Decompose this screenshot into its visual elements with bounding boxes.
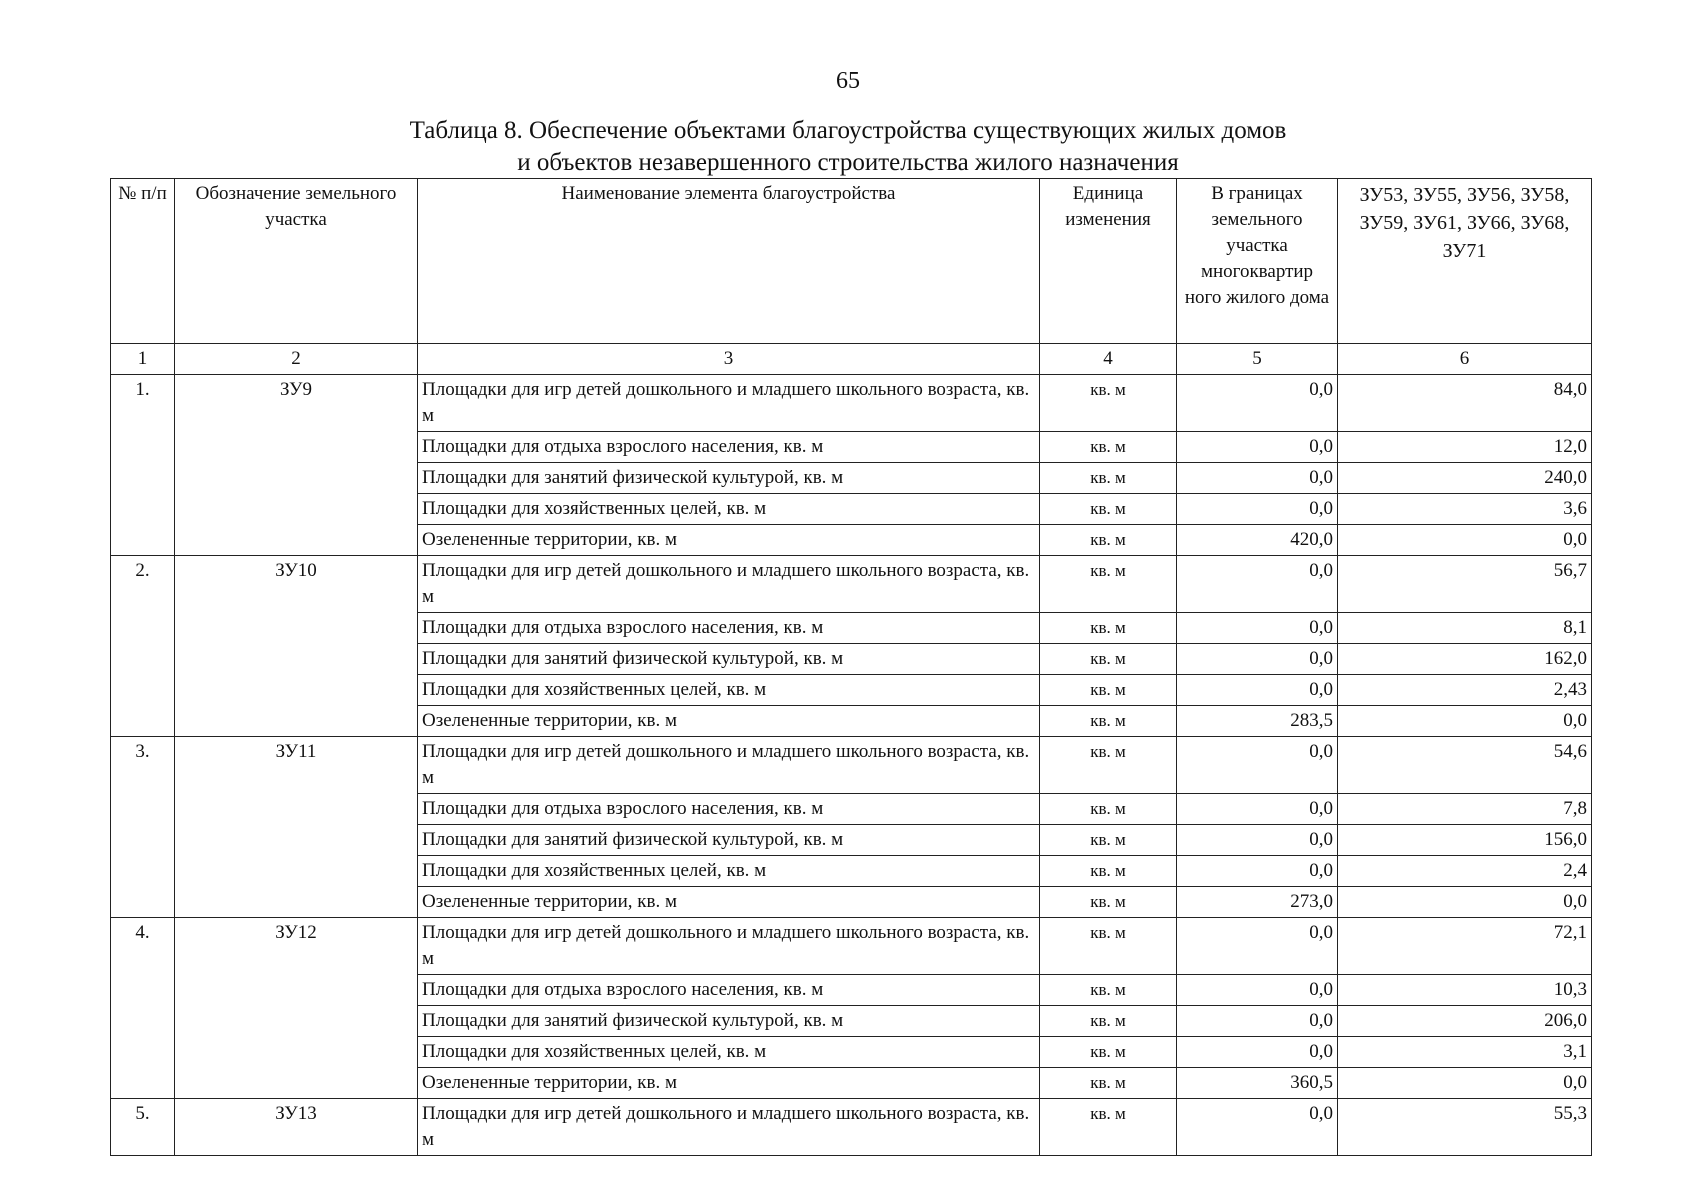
plot-designation: ЗУ13 xyxy=(175,1099,418,1156)
value-plot-list: 2,4 xyxy=(1338,856,1592,887)
table-row xyxy=(111,1099,1592,1156)
header-number: № п/п xyxy=(111,179,175,344)
element-name: Площадки для хозяйственных целей, кв. м xyxy=(418,1037,1040,1068)
element-name: Озелененные территории, кв. м xyxy=(418,706,1040,737)
column-number: 4 xyxy=(1040,344,1177,375)
value-plot-list: 206,0 xyxy=(1338,1006,1592,1037)
element-name: Площадки для игр детей дошкольного и младшего школьного возраста, кв. м xyxy=(418,1099,1040,1156)
header-plot-list: ЗУ53, ЗУ55, ЗУ56, ЗУ58, ЗУ59, ЗУ61, ЗУ66, ЗУ68, ЗУ71 xyxy=(1338,179,1592,344)
unit: кв. м xyxy=(1040,375,1177,432)
unit: кв. м xyxy=(1040,1037,1177,1068)
table-row xyxy=(111,556,1592,613)
header-within-plot: В границах земельного участка многоквартир ного жилого дома xyxy=(1177,179,1338,344)
element-name: Озелененные территории, кв. м xyxy=(418,1068,1040,1099)
value-within-plot: 283,5 xyxy=(1177,706,1338,737)
element-name: Площадки для отдыха взрослого населения, кв. м xyxy=(418,794,1040,825)
element-name: Площадки для занятий физической культурой, кв. м xyxy=(418,644,1040,675)
element-name: Площадки для хозяйственных целей, кв. м xyxy=(418,675,1040,706)
table-row xyxy=(111,737,1592,794)
unit: кв. м xyxy=(1040,432,1177,463)
element-name: Площадки для отдыха взрослого населения, кв. м xyxy=(418,613,1040,644)
element-name: Площадки для игр детей дошкольного и младшего школьного возраста, кв. м xyxy=(418,737,1040,794)
row-number: 5. xyxy=(111,1099,175,1156)
value-within-plot: 0,0 xyxy=(1177,556,1338,613)
value-within-plot: 0,0 xyxy=(1177,1037,1338,1068)
unit: кв. м xyxy=(1040,887,1177,918)
row-number: 1. xyxy=(111,375,175,556)
element-name: Площадки для хозяйственных целей, кв. м xyxy=(418,856,1040,887)
value-within-plot: 420,0 xyxy=(1177,525,1338,556)
value-within-plot: 0,0 xyxy=(1177,463,1338,494)
plot-designation: ЗУ12 xyxy=(175,918,418,1099)
table-title-line-2: и объектов незавершенного строительства жилого назначения xyxy=(517,149,1179,176)
column-number: 3 xyxy=(418,344,1040,375)
value-plot-list: 0,0 xyxy=(1338,525,1592,556)
plot-designation: ЗУ9 xyxy=(175,375,418,556)
value-within-plot: 0,0 xyxy=(1177,613,1338,644)
unit: кв. м xyxy=(1040,644,1177,675)
unit: кв. м xyxy=(1040,794,1177,825)
element-name: Озелененные территории, кв. м xyxy=(418,887,1040,918)
value-within-plot: 0,0 xyxy=(1177,494,1338,525)
unit: кв. м xyxy=(1040,737,1177,794)
row-number: 4. xyxy=(111,918,175,1099)
value-plot-list: 55,3 xyxy=(1338,1099,1592,1156)
element-name: Площадки для занятий физической культурой, кв. м xyxy=(418,825,1040,856)
column-number: 6 xyxy=(1338,344,1592,375)
value-plot-list: 0,0 xyxy=(1338,706,1592,737)
value-within-plot: 0,0 xyxy=(1177,918,1338,975)
element-name: Площадки для отдыха взрослого населения, кв. м xyxy=(418,432,1040,463)
plot-designation: ЗУ11 xyxy=(175,737,418,918)
value-plot-list: 12,0 xyxy=(1338,432,1592,463)
value-plot-list: 0,0 xyxy=(1338,887,1592,918)
value-within-plot: 0,0 xyxy=(1177,856,1338,887)
value-plot-list: 56,7 xyxy=(1338,556,1592,613)
value-plot-list: 84,0 xyxy=(1338,375,1592,432)
value-within-plot: 273,0 xyxy=(1177,887,1338,918)
row-number: 2. xyxy=(111,556,175,737)
value-within-plot: 0,0 xyxy=(1177,825,1338,856)
plot-designation: ЗУ10 xyxy=(175,556,418,737)
column-number-row xyxy=(111,344,1592,375)
element-name: Площадки для игр детей дошкольного и младшего школьного возраста, кв. м xyxy=(418,556,1040,613)
element-name: Озелененные территории, кв. м xyxy=(418,525,1040,556)
element-name: Площадки для хозяйственных целей, кв. м xyxy=(418,494,1040,525)
value-within-plot: 0,0 xyxy=(1177,794,1338,825)
unit: кв. м xyxy=(1040,463,1177,494)
column-number: 2 xyxy=(175,344,418,375)
unit: кв. м xyxy=(1040,975,1177,1006)
value-within-plot: 0,0 xyxy=(1177,1006,1338,1037)
unit: кв. м xyxy=(1040,918,1177,975)
header-element-name: Наименование элемента благоустройства xyxy=(418,179,1040,344)
value-plot-list: 72,1 xyxy=(1338,918,1592,975)
unit: кв. м xyxy=(1040,825,1177,856)
unit: кв. м xyxy=(1040,856,1177,887)
table-row xyxy=(111,918,1592,975)
value-within-plot: 0,0 xyxy=(1177,432,1338,463)
value-plot-list: 8,1 xyxy=(1338,613,1592,644)
value-within-plot: 0,0 xyxy=(1177,375,1338,432)
value-plot-list: 54,6 xyxy=(1338,737,1592,794)
page-number: 65 xyxy=(836,68,860,94)
column-number: 1 xyxy=(111,344,175,375)
element-name: Площадки для игр детей дошкольного и младшего школьного возраста, кв. м xyxy=(418,375,1040,432)
value-plot-list: 3,1 xyxy=(1338,1037,1592,1068)
unit: кв. м xyxy=(1040,1006,1177,1037)
element-name: Площадки для занятий физической культурой, кв. м xyxy=(418,463,1040,494)
column-number: 5 xyxy=(1177,344,1338,375)
unit: кв. м xyxy=(1040,1099,1177,1156)
header-row xyxy=(111,179,1592,344)
value-plot-list: 2,43 xyxy=(1338,675,1592,706)
value-within-plot: 0,0 xyxy=(1177,644,1338,675)
value-plot-list: 7,8 xyxy=(1338,794,1592,825)
unit: кв. м xyxy=(1040,556,1177,613)
value-plot-list: 162,0 xyxy=(1338,644,1592,675)
header-plot: Обозначение земельного участка xyxy=(175,179,418,344)
unit: кв. м xyxy=(1040,525,1177,556)
value-plot-list: 156,0 xyxy=(1338,825,1592,856)
unit: кв. м xyxy=(1040,1068,1177,1099)
element-name: Площадки для занятий физической культурой, кв. м xyxy=(418,1006,1040,1037)
table-title-line-1: Таблица 8. Обеспечение объектами благоустройства существующих жилых домов xyxy=(409,117,1287,144)
value-within-plot: 360,5 xyxy=(1177,1068,1338,1099)
header-unit: Единица изменения xyxy=(1040,179,1177,344)
element-name: Площадки для игр детей дошкольного и младшего школьного возраста, кв. м xyxy=(418,918,1040,975)
value-within-plot: 0,0 xyxy=(1177,675,1338,706)
value-within-plot: 0,0 xyxy=(1177,1099,1338,1156)
unit: кв. м xyxy=(1040,675,1177,706)
value-plot-list: 10,3 xyxy=(1338,975,1592,1006)
unit: кв. м xyxy=(1040,706,1177,737)
value-within-plot: 0,0 xyxy=(1177,737,1338,794)
value-plot-list: 3,6 xyxy=(1338,494,1592,525)
table-row xyxy=(111,375,1592,432)
element-name: Площадки для отдыха взрослого населения, кв. м xyxy=(418,975,1040,1006)
value-plot-list: 0,0 xyxy=(1338,1068,1592,1099)
unit: кв. м xyxy=(1040,494,1177,525)
amenities-table xyxy=(110,178,1592,1156)
value-plot-list: 240,0 xyxy=(1338,463,1592,494)
table-title xyxy=(0,115,1696,179)
unit: кв. м xyxy=(1040,613,1177,644)
value-within-plot: 0,0 xyxy=(1177,975,1338,1006)
row-number: 3. xyxy=(111,737,175,918)
